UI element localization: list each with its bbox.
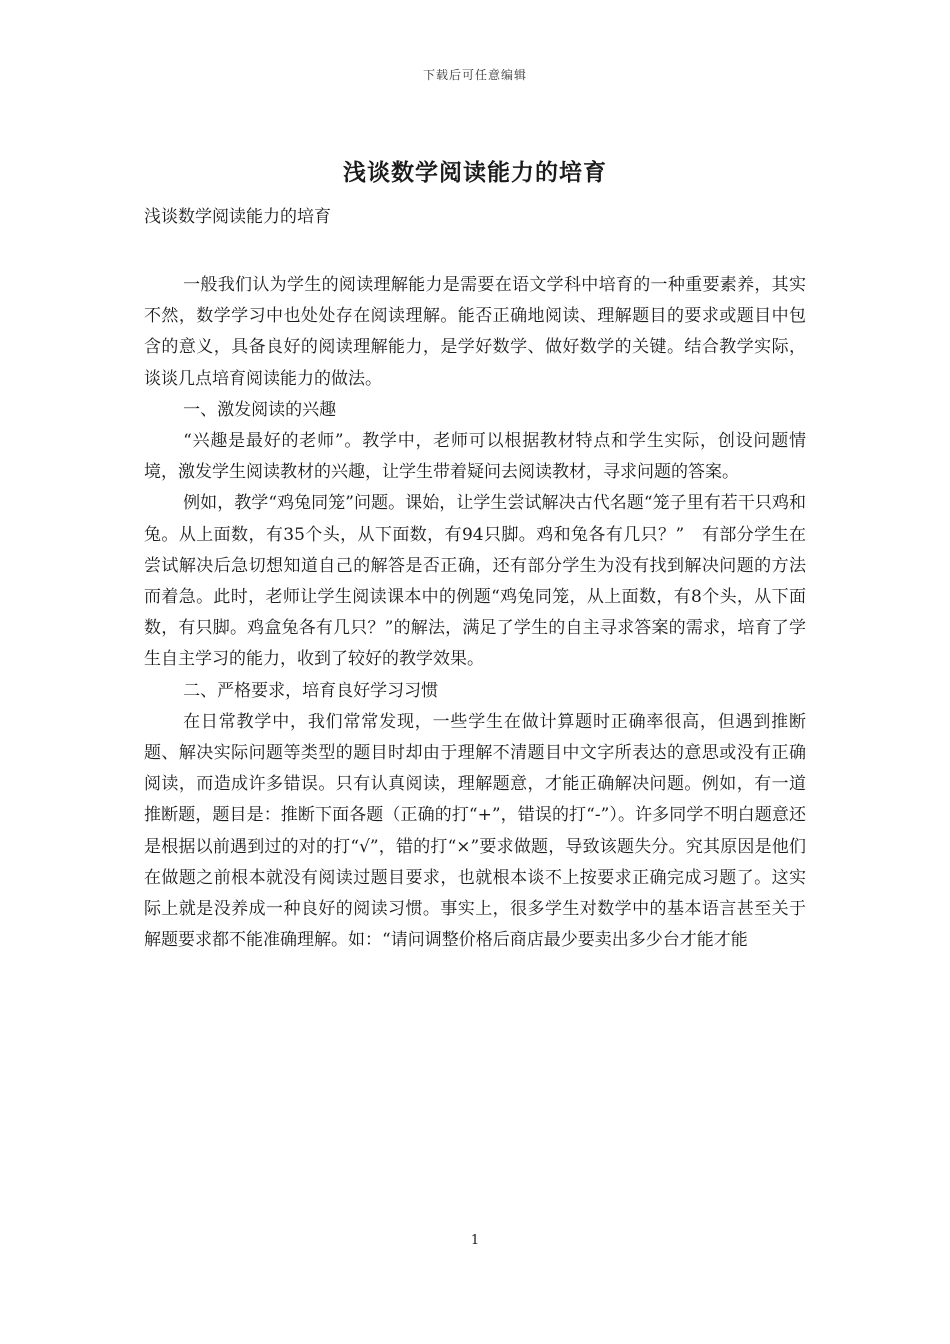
body-paragraph: 一般我们认为学生的阅读理解能力是需要在语文学科中培育的一种重要素养，其实不然，数学学习中也处处存在阅读理解。能否正确地阅读、理解题目的要求或题目中包含的意义，具备良好的阅读理解能力，是学好数学、做好数学的关键。结合教学实际，谈谈几点培育阅读能力的做法。	[144, 275, 806, 389]
document-body	[144, 270, 806, 956]
body-paragraph: 例如，教学“鸡兔同笼”问题。课始，让学生尝试解决古代名题“笼子里有若干只鸡和兔。从上面数，有35个头，从下面数，有94只脚。鸡和兔各有几只？” 有部分学生在尝试解决后急切想知道自己的解答是否正确，还有部分学生为没有找到解决问题的方法而着急。此时，老师让学生阅读课本中的例题“鸡兔同笼，从上面数，有8个头，从下面数，有只脚。鸡盒兔各有几只？”的解法，满足了学生的自主寻求答案的需求，培育了学生自主学习的能力，收到了较好的教学效果。	[144, 493, 806, 670]
body-paragraph: 在日常教学中，我们常常发现，一些学生在做计算题时正确率很高，但遇到推断题、解决实际问题等类型的题目时却由于理解不清题目中文字所表达的意思或没有正确阅读，而造成许多错误。只有认真阅读，理解题意，才能正确解决问题。例如，有一道推断题，题目是：推断下面各题（正确的打“+”，错误的打“-”）。许多同学不明白题意还是根据以前遇到过的对的打“√”，错的打“×”要求做题，导致该题失分。究其原因是他们在做题之前根本就没有阅读过题目要求，也就根本谈不上按要求正确完成习题了。这实际上就是没养成一种良好的阅读习惯。事实上，很多学生对数学中的基本语言甚至关于解题要求都不能准确理解。如：“请问调整价格后商店最少要卖出多少台才能才能	[144, 711, 806, 951]
page-number: 1	[470, 1233, 480, 1248]
section-heading: 二、严格要求，培育良好学习习惯	[183, 680, 439, 701]
body-paragraph: “兴趣是最好的老师”。教学中，老师可以根据教材特点和学生实际，创设问题情境，激发学生阅读教材的兴趣，让学生带着疑问去阅读教材，寻求问题的答案。	[144, 431, 806, 483]
page-header-note: 下载后可任意编辑	[422, 68, 527, 82]
document-subtitle: 浅谈数学阅读能力的培育	[144, 207, 331, 227]
section-heading: 一、激发阅读的兴趣	[183, 399, 337, 420]
document-title: 浅谈数学阅读能力的培育	[343, 159, 607, 186]
